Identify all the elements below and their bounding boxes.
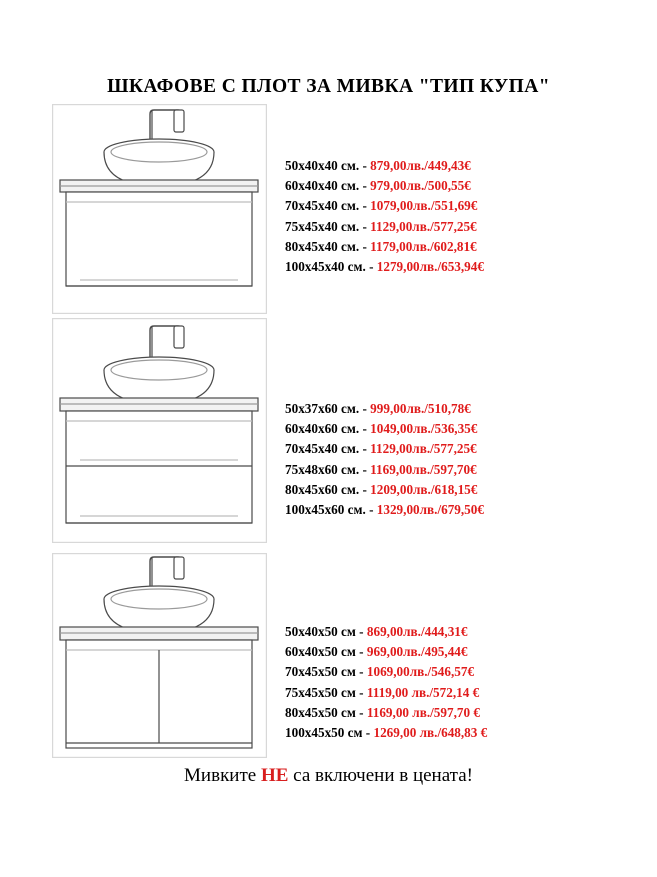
footer-note-suffix: са включени в цената!	[288, 765, 473, 786]
page-title: ШКАФОВЕ С ПЛОТ ЗА МИВКА "ТИП КУПА"	[107, 76, 550, 97]
price-row: 70x45x50 см - 1069,00лв./546,57€	[285, 664, 475, 680]
price-row: 50x40x40 см. - 879,00лв./449,43€	[285, 158, 471, 173]
price-row: 75x45x50 см - 1119,00 лв./572,14 €	[285, 684, 480, 700]
footer-note	[0, 765, 657, 787]
price-row: 100x45x60 см. - 1329,00лв./679,50€	[285, 502, 484, 518]
price-row: 75x45x40 см. - 1129,00лв./577,25€	[285, 218, 477, 234]
price-row: 80x45x60 см. - 1209,00лв./618,15€	[285, 481, 478, 497]
cabinet-two-drawers-illustration	[52, 318, 267, 543]
price-row: 75x48x60 см. - 1169,00лв./597,70€	[285, 461, 477, 477]
price-row: 50x40x50 см - 869,00лв./444,31€	[285, 624, 468, 639]
price-list-section-3	[285, 622, 487, 743]
price-row: 70x45x40 см. - 1129,00лв./577,25€	[285, 441, 477, 457]
price-row: 80x45x50 см - 1169,00 лв./597,70 €	[285, 704, 480, 720]
footer-note-prefix: Мивките	[184, 765, 261, 786]
price-row: 100x45x40 см. - 1279,00лв./653,94€	[285, 259, 484, 275]
price-row: 50x37x60 см. - 999,00лв./510,78€	[285, 401, 471, 416]
price-row: 60x40x50 см - 969,00лв./495,44€	[285, 644, 468, 660]
price-row: 100x45x50 см - 1269,00 лв./648,83 €	[285, 725, 488, 741]
cabinet-single-drawer-illustration	[52, 104, 267, 314]
price-list-section-1	[285, 156, 484, 277]
price-row: 60x40x40 см. - 979,00лв./500,55€	[285, 178, 471, 194]
price-row: 80x45x40 см. - 1179,00лв./602,81€	[285, 238, 477, 254]
cabinet-two-doors-illustration	[52, 553, 267, 758]
price-row: 70x45x40 см. - 1079,00лв./551,69€	[285, 198, 478, 214]
footer-note-negation: НЕ	[260, 765, 289, 786]
price-list-section-2	[285, 399, 484, 520]
price-row: 60x40x60 см. - 1049,00лв./536,35€	[285, 421, 478, 437]
